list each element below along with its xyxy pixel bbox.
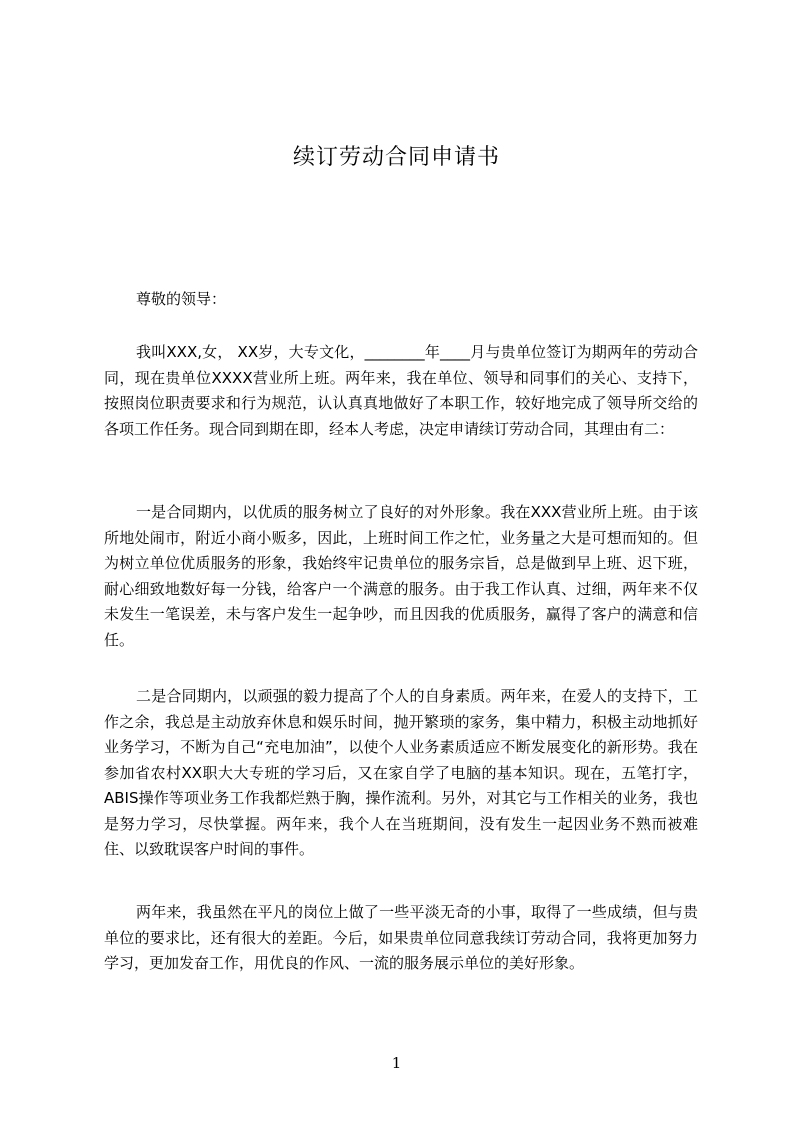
paragraph-conclusion: 两年来，我虽然在平凡的岗位上做了一些平淡无奇的小事，取得了一些成绩，但与贵单位的要求比，还有很大的差距。今后，如果贵单位同意我续订劳动合同，我将更加努力学习，更加发奋工作，用优良的作风、一流的服务展示单位的美好形象。 [104,903,698,972]
document-title: 续订劳动合同申请书 [292,145,500,170]
paragraph-reason-two: 二是合同期内，以顽强的毅力提高了个人的自身素质。两年来，在爱人的支持下，工作之余，我总是主动放弃休息和娱乐时间，抛开繁琐的家务，集中精力，积极主动地抓好业务学习，不断为自己“充电加油”，以使个人业务素质适应不断发展变化的新形势。我在参加省农村XX职大大专班的学习后，又在家自学了电脑的基本知识。现在，五笔打字，ABIS操作等项业务工作我都烂熟于胸，操作流利。另外，对其它与工作相关的业务，我也是努力学习，尽快掌握。两年来，我个人在当班期间，没有发生一起因业务不熟而被难住、以致耽误客户时间的事件。 [104,687,698,858]
salutation: 尊敬的领导： [136,290,227,308]
paragraph-intro: 我叫XXX,女， XX岁，大专文化，________年____月与贵单位签订为期两年的劳动合同，现在贵单位XXXX营业所上班。两年来，我在单位、领导和同事们的关心、支持下，按照岗位职责要求和行为规范，认认真真地做好了本职工作，较好地完成了领导所交给的各项工作任务。现合同到期在即，经本人考虑，决定申请续订劳动合同，其理由有二： [104,343,698,438]
page-number: 1 [391,1054,402,1072]
paragraph-reason-one: 一是合同期内，以优质的服务树立了良好的对外形象。我在XXX营业所上班。由于该所地处闹市，附近小商小贩多，因此，上班时间工作之忙，业务量之大是可想而知的。但为树立单位优质服务的形象，我始终牢记贵单位的服务宗旨，总是做到早上班、迟下班，耐心细致地数好每一分钱，给客户一个满意的服务。由于我工作认真、过细，两年来不仅未发生一笔误差，未与客户发生一起争吵，而且因我的优质服务，赢得了客户的满意和信任。 [104,503,698,649]
